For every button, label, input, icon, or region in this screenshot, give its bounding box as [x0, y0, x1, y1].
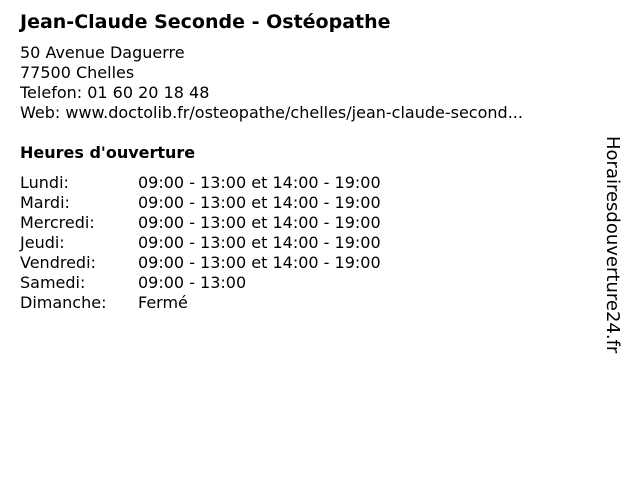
site-watermark: Horairesdouverture24.fr	[602, 136, 623, 354]
business-name: Jean-Claude Seconde - Ostéopathe	[20, 11, 391, 33]
opening-hours-table	[20, 173, 600, 313]
day-label: Mardi:	[20, 193, 70, 212]
day-label: Jeudi:	[20, 233, 65, 252]
hours-row-saturday	[20, 273, 600, 293]
day-hours: Fermé	[138, 293, 188, 312]
address-street: 50 Avenue Daguerre	[20, 43, 185, 62]
day-hours: 09:00 - 13:00 et 14:00 - 19:00	[138, 173, 381, 192]
day-label: Samedi:	[20, 273, 86, 292]
day-hours: 09:00 - 13:00 et 14:00 - 19:00	[138, 193, 381, 212]
address-city: 77500 Chelles	[20, 63, 135, 82]
phone-number: Telefon: 01 60 20 18 48	[20, 83, 210, 102]
hours-row-friday	[20, 253, 600, 273]
hours-row-tuesday	[20, 193, 600, 213]
day-label: Vendredi:	[20, 253, 96, 272]
day-hours: 09:00 - 13:00	[138, 273, 247, 292]
day-label: Lundi:	[20, 173, 69, 192]
hours-row-wednesday	[20, 213, 600, 233]
business-card	[20, 8, 600, 313]
day-label: Mercredi:	[20, 213, 95, 232]
website-link: Web: www.doctolib.fr/osteopathe/chelles/jean-claude-second...	[20, 103, 523, 122]
day-hours: 09:00 - 13:00 et 14:00 - 19:00	[138, 253, 381, 272]
hours-row-sunday	[20, 293, 600, 313]
contact-info	[20, 43, 600, 123]
day-label: Dimanche:	[20, 293, 107, 312]
day-hours: 09:00 - 13:00 et 14:00 - 19:00	[138, 233, 381, 252]
opening-hours-heading: Heures d'ouverture	[20, 143, 196, 162]
day-hours: 09:00 - 13:00 et 14:00 - 19:00	[138, 213, 381, 232]
hours-row-monday	[20, 173, 600, 193]
hours-row-thursday	[20, 233, 600, 253]
